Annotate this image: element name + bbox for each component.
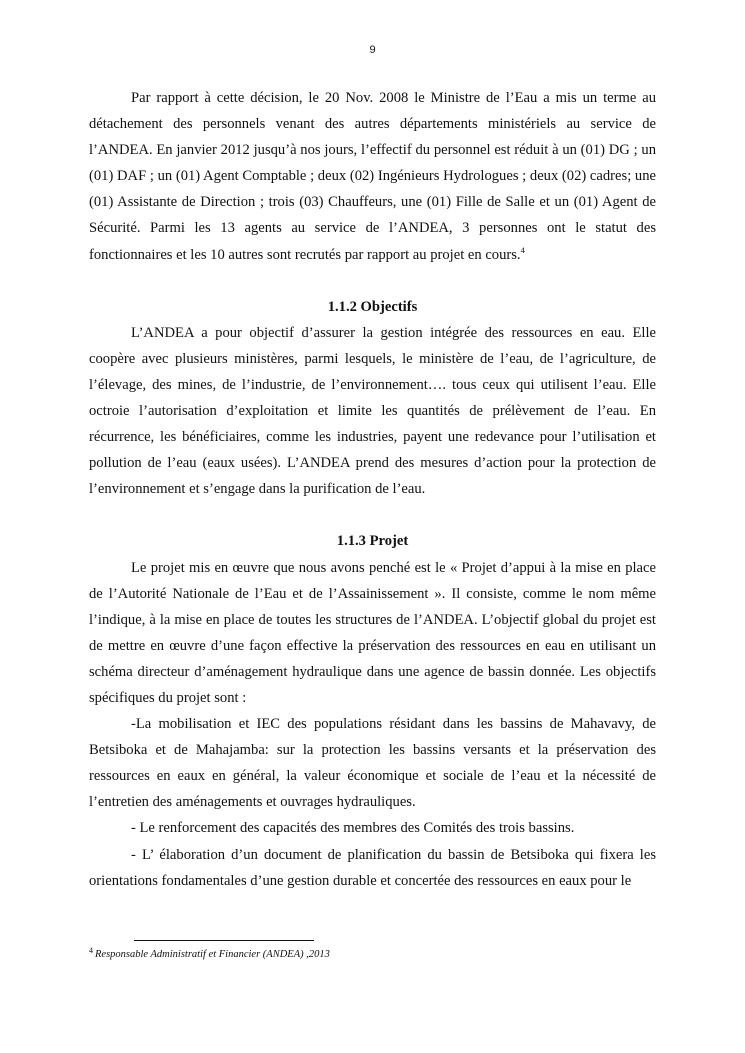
footnote-number: 4 xyxy=(89,945,93,955)
intro-paragraph xyxy=(89,85,656,268)
intro-paragraph-text: Par rapport à cette décision, le 20 Nov. 2008 le Ministre de l’Eau a mis un terme au détachement des personnels venant des autres départements ministériels au service de l’ANDEA. En janvier 2012 jusqu’à nos jours, l’effectif du personnel est réduit à un (01) DG ; un (01) DAF ; un (01) Agent Comptable ; deux (02) Ingénieurs Hydrologues ; deux (02) cadres; une (01) Assistante de Direction ; trois (03) Chauffeurs, une (01) Fille de Salle et un (01) Agent de Sécurité. Parmi les 13 agents au service de l’ANDEA, 3 personnes ont le statut des fonctionnaires et les 10 autres sont recrutés par rapport au projet en cours. xyxy=(89,90,656,263)
heading-projet: 1.1.3 Projet xyxy=(336,533,409,550)
heading-objectifs: 1.1.2 Objectifs xyxy=(327,298,418,315)
objectifs-paragraph: L’ANDEA a pour objectif d’assurer la gestion intégrée des ressources en eau. Elle coopère avec plusieurs ministères, parmi lesquels, le ministère de l’eau, de l’agriculture, de l’élevage, des mines, de l’industrie, de l’environnement…. tous ceux qui utilisent l’eau. Elle octroie l’autorisation d’exploitation et limite les quantités de prélèvement de l’eau. En récurrence, les bénéficiaires, comme les industries, payent une redevance pour l’utilisation et pollution de l’eau (eaux usées). L’ANDEA prend des mesures d’action pour la protection de l’environnement et s’engage dans la purification de l’eau. xyxy=(89,324,656,498)
footnote-reference: 4 xyxy=(520,244,525,255)
projet-objective-item: - Le renforcement des capacités des membres des Comités des trois bassins. xyxy=(131,820,575,837)
projet-objective-item: - L’ élaboration d’un document de planification du bassin de Betsiboka qui fixera les orientations fondamentales d’une gestion durable et concertée des ressources en eaux pour le xyxy=(89,846,656,889)
footnote xyxy=(89,945,656,962)
page-body xyxy=(89,85,656,894)
page-number: 9 xyxy=(369,44,376,56)
projet-paragraph: Le projet mis en œuvre que nous avons penché est le « Projet d’appui à la mise en place de l’Autorité Nationale de l’Eau et de l’Assainissement ». Il consiste, comme le nom même l’indique, à la mise en place de toutes les structures de l’ANDEA. L’objectif global du projet est de mettre en œuvre d’une façon effective la préservation des ressources en eau en utilisant un schéma directeur d’aménagement hydraulique dans une agence de bassin donnée. Les objectifs spécifiques du projet sont : xyxy=(89,559,656,706)
footnote-separator xyxy=(134,940,314,941)
footnote-text: Responsable Administratif et Financier (ANDEA) ,2013 xyxy=(95,949,330,960)
projet-objective-item: -La mobilisation et IEC des populations résidant dans les bassins de Mahavavy, de Betsiboka et de Mahajamba: sur la protection les bassins versants et la préservation des ressources en eaux en général, la valeur économique et sociale de l’eau et la nécessité de l’entretien des aménagements et ouvrages hydrauliques. xyxy=(89,716,656,811)
